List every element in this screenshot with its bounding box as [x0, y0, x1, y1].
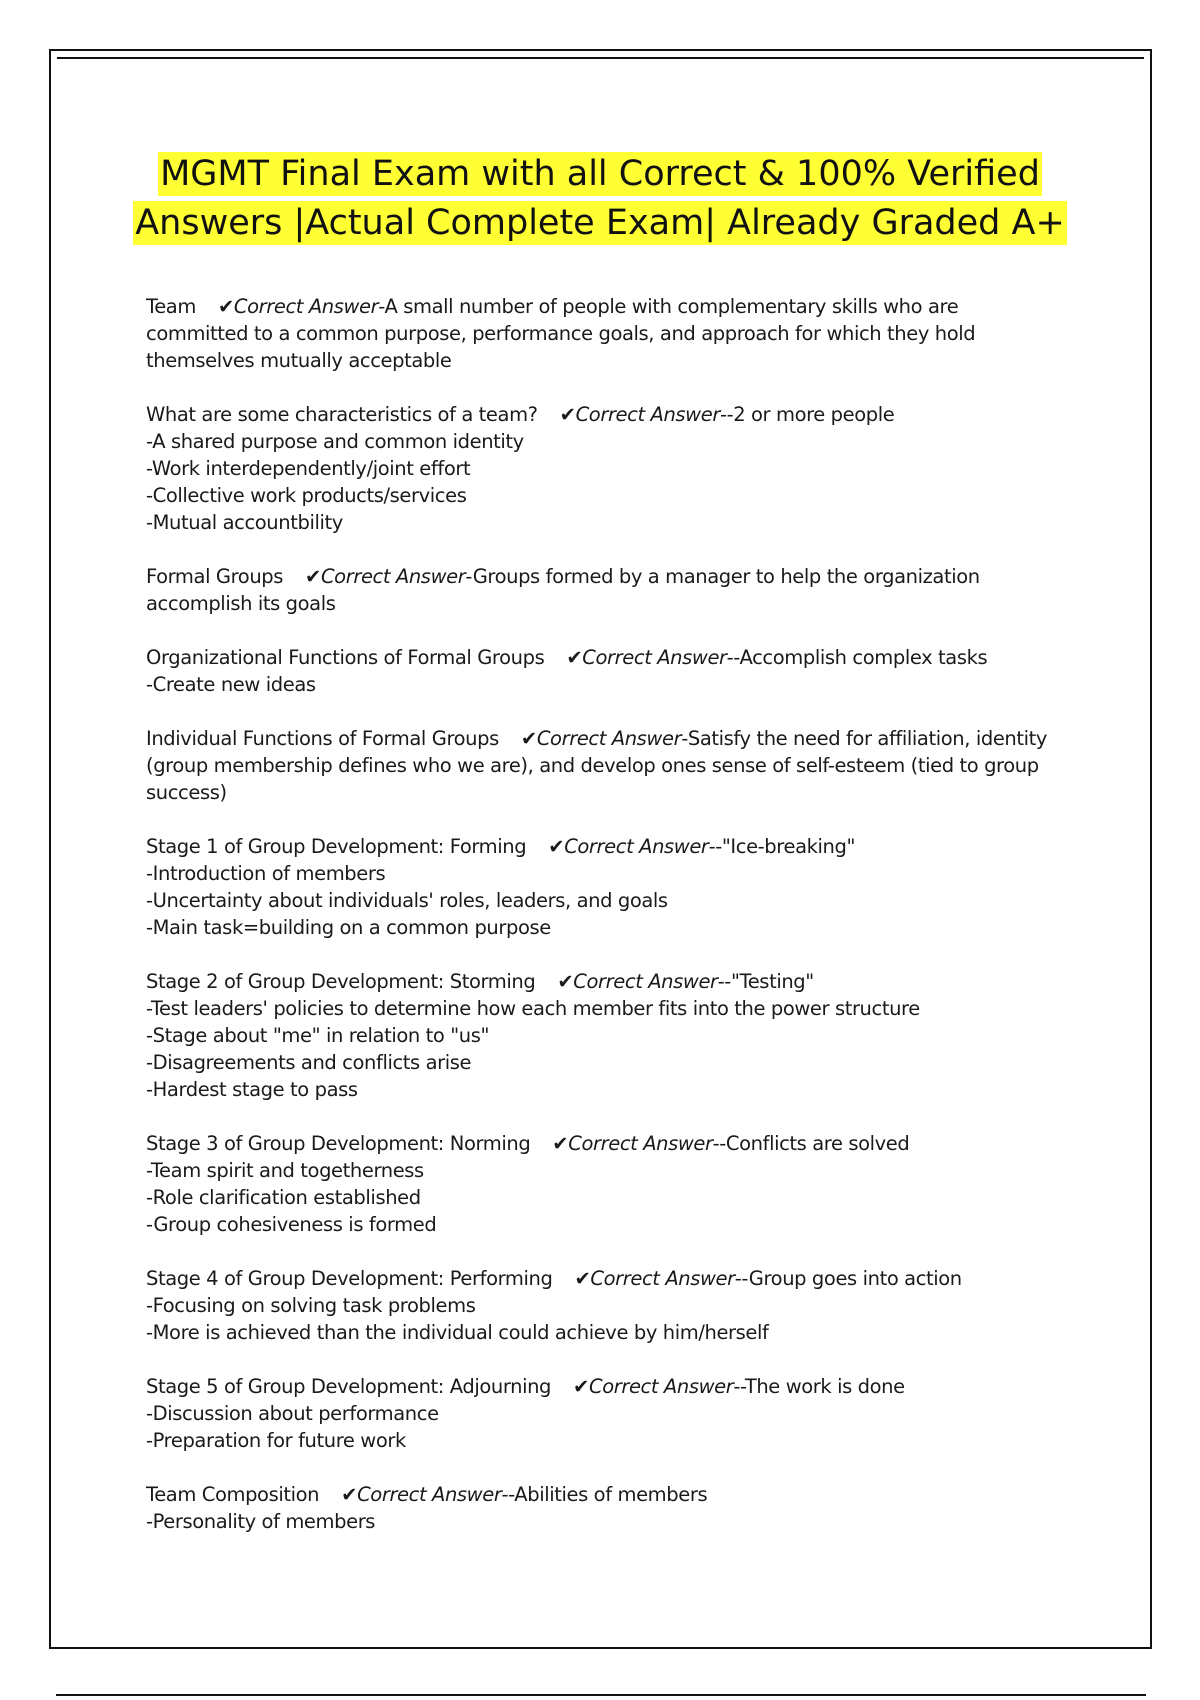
qa-detail-line: -Hardest stage to pass	[146, 1078, 358, 1101]
qa-item	[146, 401, 1066, 536]
qa-item	[146, 833, 1066, 941]
checkmark-icon: ✔	[520, 727, 537, 750]
qa-first-line	[146, 833, 1066, 860]
qa-answer: --2 or more people	[719, 403, 895, 426]
qa-term: Stage 1 of Group Development: Forming	[146, 835, 527, 858]
qa-answer: --The work is done	[733, 1375, 905, 1398]
qa-term: Stage 2 of Group Development: Storming	[146, 970, 536, 993]
qa-term: Stage 4 of Group Development: Performing	[146, 1267, 553, 1290]
qa-answer: --"Testing"	[717, 970, 814, 993]
question-answer-list	[146, 293, 1066, 1562]
qa-item	[146, 725, 1066, 806]
qa-detail-line: -Preparation for future work	[146, 1429, 406, 1452]
qa-detail-line: -Focusing on solving task problems	[146, 1294, 476, 1317]
checkmark-icon: ✔	[305, 565, 321, 588]
qa-first-line	[146, 725, 1066, 806]
checkmark-icon: ✔	[573, 1375, 589, 1398]
correct-answer-label: Correct Answer	[564, 835, 709, 858]
qa-detail-line: -Create new ideas	[146, 673, 316, 696]
qa-detail-line: -Work interdependently/joint effort	[146, 457, 471, 480]
qa-answer: -A small number of people with complementary skills who are committed to a common purpose, performance goals, and approach for which they hold themselves mutually acceptable	[146, 295, 976, 372]
qa-detail-line: -Collective work products/services	[146, 484, 467, 507]
document-title	[80, 150, 1120, 248]
qa-answer: -Satisfy the need for affiliation, identity (group membership defines who we are), and develop ones sense of self-esteem (tied to group success)	[146, 727, 1048, 804]
correct-answer-label: Correct Answer	[233, 295, 379, 318]
qa-term: Stage 3 of Group Development: Norming	[146, 1132, 531, 1155]
qa-answer: --Abilities of members	[501, 1483, 708, 1506]
qa-term: Individual Functions of Formal Groups	[146, 727, 499, 750]
qa-first-line	[146, 563, 1066, 617]
qa-first-line	[146, 293, 1066, 374]
qa-detail-line: -Personality of members	[146, 1510, 376, 1533]
checkmark-icon: ✔	[559, 403, 576, 426]
qa-detail-line: -Role clarification established	[146, 1186, 421, 1209]
correct-answer-label: Correct Answer	[573, 970, 718, 993]
qa-detail-line: -Mutual accountbility	[146, 511, 343, 534]
correct-answer-label: Correct Answer	[357, 1483, 502, 1506]
qa-term: Team Composition	[146, 1483, 320, 1506]
qa-answer: -Groups formed by a manager to help the organization accomplish its goals	[146, 565, 980, 615]
qa-item	[146, 968, 1066, 1103]
qa-answer: --Conflicts are solved	[712, 1132, 910, 1155]
qa-item	[146, 293, 1066, 374]
qa-detail-line: -Group cohesiveness is formed	[146, 1213, 437, 1236]
top-inner-rule	[57, 57, 1144, 59]
qa-answer: --Accomplish complex tasks	[726, 646, 988, 669]
checkmark-icon: ✔	[557, 970, 574, 993]
qa-detail-line: -Main task=building on a common purpose	[146, 916, 551, 939]
qa-first-line	[146, 401, 1066, 428]
checkmark-icon: ✔	[574, 1267, 591, 1290]
qa-detail-line: -A shared purpose and common identity	[146, 430, 524, 453]
checkmark-icon: ✔	[217, 295, 234, 318]
qa-term: Stage 5 of Group Development: Adjourning	[146, 1375, 552, 1398]
qa-detail-line: -Discussion about performance	[146, 1402, 439, 1425]
title-line-1: MGMT Final Exam with all Correct & 100% Verified	[160, 154, 1040, 194]
correct-answer-label: Correct Answer	[568, 1132, 713, 1155]
checkmark-icon: ✔	[341, 1483, 358, 1506]
checkmark-icon: ✔	[552, 1132, 569, 1155]
qa-answer: --"Ice-breaking"	[708, 835, 856, 858]
qa-first-line	[146, 1373, 1066, 1400]
qa-first-line	[146, 1130, 1066, 1157]
qa-first-line	[146, 1265, 1066, 1292]
qa-item	[146, 644, 1066, 698]
checkmark-icon: ✔	[566, 646, 583, 669]
qa-detail-line: -Uncertainty about individuals' roles, leaders, and goals	[146, 889, 668, 912]
correct-answer-label: Correct Answer	[590, 1267, 735, 1290]
qa-detail-line: -Stage about "me" in relation to "us"	[146, 1024, 490, 1047]
qa-term: What are some characteristics of a team?	[146, 403, 538, 426]
correct-answer-label: Correct Answer	[536, 727, 682, 750]
bottom-page-rule	[56, 1694, 1146, 1696]
qa-detail-line: -Introduction of members	[146, 862, 386, 885]
qa-term: Formal Groups	[146, 565, 284, 588]
qa-term: Organizational Functions of Formal Groups	[146, 646, 545, 669]
qa-answer: --Group goes into action	[734, 1267, 962, 1290]
correct-answer-label: Correct Answer	[582, 646, 727, 669]
qa-item	[146, 1481, 1066, 1535]
qa-item	[146, 563, 1066, 617]
qa-first-line	[146, 1481, 1066, 1508]
qa-item	[146, 1265, 1066, 1346]
correct-answer-label: Correct Answer	[588, 1375, 734, 1398]
qa-item	[146, 1373, 1066, 1454]
qa-detail-line: -More is achieved than the individual could achieve by him/herself	[146, 1321, 769, 1344]
correct-answer-label: Correct Answer	[575, 403, 720, 426]
correct-answer-label: Correct Answer	[320, 565, 466, 588]
qa-term: Team	[146, 295, 196, 318]
qa-item	[146, 1130, 1066, 1238]
qa-first-line	[146, 644, 1066, 671]
title-line-2: Answers |Actual Complete Exam| Already Graded A+	[135, 203, 1065, 243]
qa-detail-line: -Disagreements and conflicts arise	[146, 1051, 472, 1074]
qa-first-line	[146, 968, 1066, 995]
qa-detail-line: -Team spirit and togetherness	[146, 1159, 424, 1182]
qa-detail-line: -Test leaders' policies to determine how each member fits into the power structure	[146, 997, 920, 1020]
checkmark-icon: ✔	[548, 835, 565, 858]
